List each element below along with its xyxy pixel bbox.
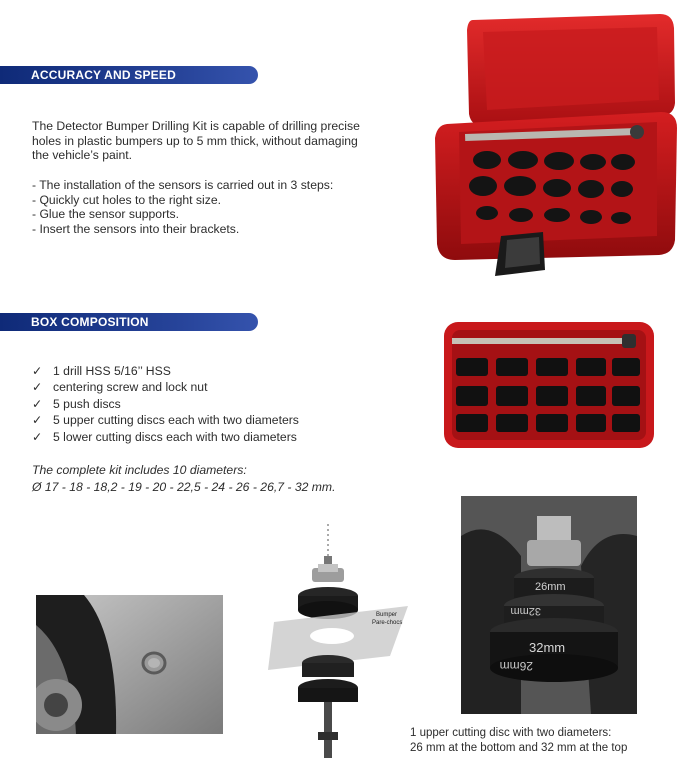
list-item: ✓ centering screw and lock nut	[32, 380, 208, 395]
intro-line: holes in plastic bumpers up to 5 mm thick, without damaging	[32, 133, 358, 148]
step-line: - The installation of the sensors is carried out in 3 steps:	[32, 178, 334, 192]
list-item: ✓ 5 push discs	[32, 396, 121, 411]
car-bumper-sensor-photo	[36, 595, 223, 734]
caption-line: 26 mm at the bottom and 32 mm at the top	[410, 742, 628, 754]
check-icon: ✓	[32, 396, 43, 411]
caption-line: 1 upper cutting disc with two diameters:	[410, 727, 612, 739]
list-item: ✓ 5 lower cutting discs each with two diameters	[32, 429, 297, 444]
bumper-label: Bumper	[376, 612, 398, 618]
step-line: - Insert the sensors into their brackets.	[32, 221, 240, 236]
pare-chocs-label: Pare-chocs	[372, 620, 403, 626]
kit-diameters-line: Ø 17 - 18 - 18,2 - 19 - 20 - 22,5 - 24 - 26 - 26,7 - 32 mm.	[32, 480, 336, 494]
check-icon: ✓	[32, 413, 43, 428]
steps-list	[32, 178, 333, 236]
cutting-disc-closeup-photo	[461, 496, 637, 714]
exploded-assembly-diagram	[268, 518, 418, 763]
list-item: ✓ 5 upper cutting discs each with two diameters	[32, 413, 299, 428]
intro-paragraph	[32, 119, 360, 163]
check-icon: ✓	[32, 380, 43, 395]
check-icon: ✓	[32, 364, 43, 378]
intro-line: The Detector Bumper Drilling Kit is capable of drilling precise	[32, 119, 360, 133]
section-heading-accuracy: ACCURACY AND SPEED	[0, 66, 258, 84]
step-line: - Quickly cut holes to the right size.	[32, 192, 221, 207]
step-line: - Glue the sensor supports.	[32, 207, 179, 222]
closeup-caption	[410, 726, 627, 756]
kit-note-line: The complete kit includes 10 diameters:	[32, 463, 247, 477]
box-contents-list	[32, 363, 299, 445]
open-case-photo	[425, 8, 681, 280]
ring-label-32mm: 32mm	[529, 640, 566, 655]
case-contents-photo	[440, 318, 658, 452]
check-icon: ✓	[32, 429, 43, 444]
section-heading-box-composition: BOX COMPOSITION	[0, 313, 258, 331]
list-item: ✓ 1 drill HSS 5/16’’ HSS	[32, 364, 171, 378]
ring-label-32mm-inverted: 32mm	[510, 605, 541, 617]
ring-label-26mm-inverted: 26mm	[499, 659, 533, 673]
intro-line: the vehicle’s paint.	[32, 148, 133, 163]
kit-diameters-note	[32, 462, 335, 496]
ring-label-26mm: 26mm	[535, 581, 566, 593]
